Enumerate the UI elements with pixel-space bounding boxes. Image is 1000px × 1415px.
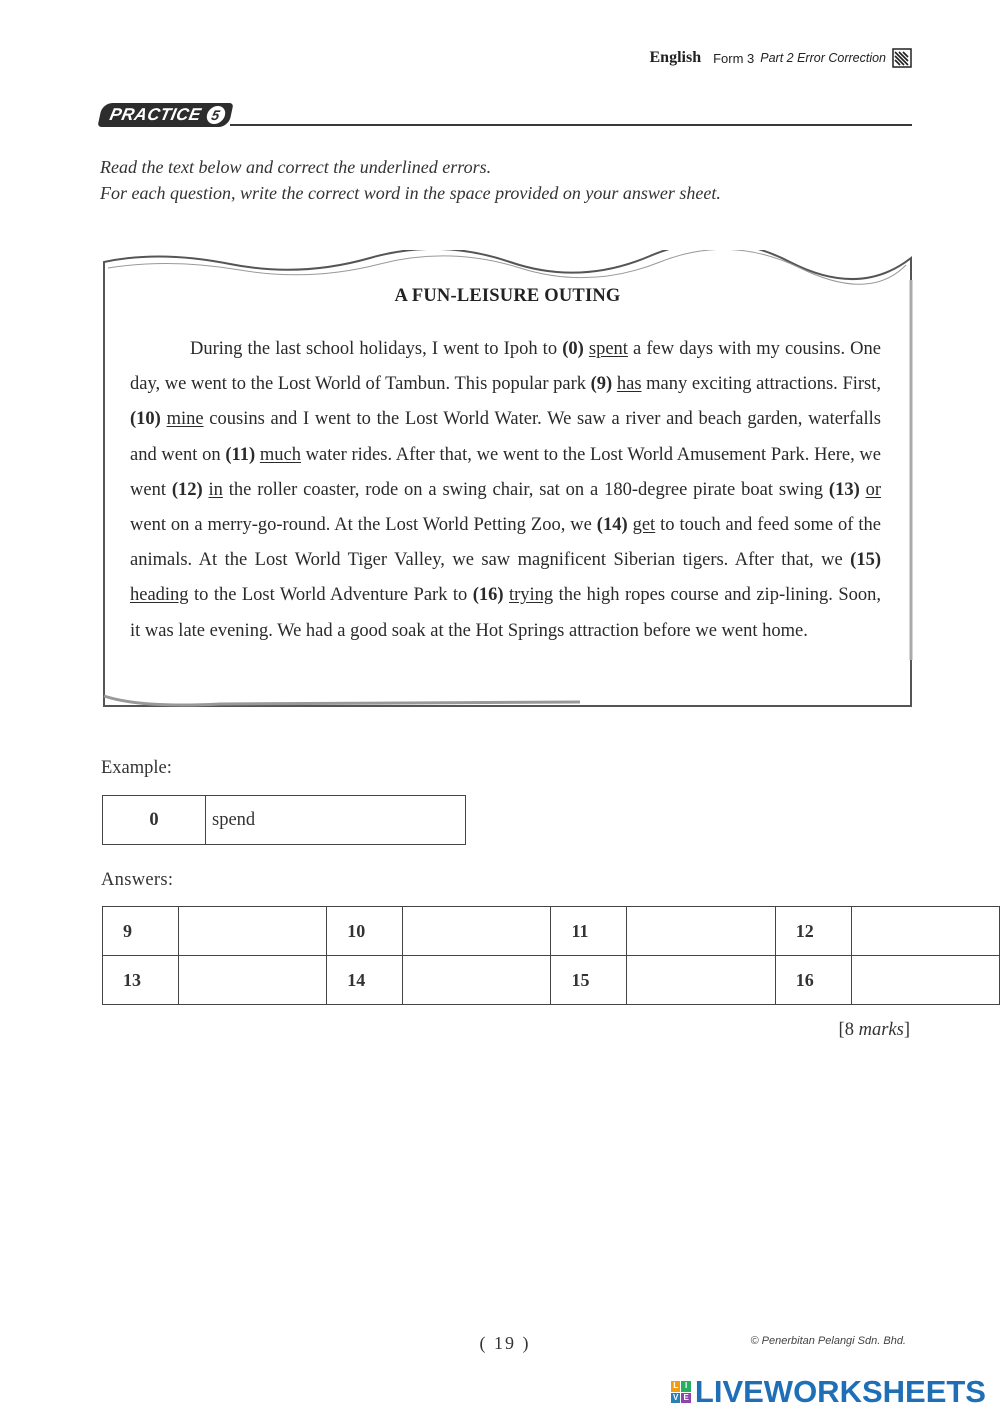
heading-rule [230,124,912,126]
answer-box-16[interactable] [851,956,999,1005]
question-number: (14) [596,515,628,536]
practice-number: 5 [205,106,227,124]
marks-label [839,1020,910,1041]
story-segment: water rides. After that, we went to the Lost World Amusement Park. Here, we went [130,444,881,500]
underlined-error: in [208,479,223,500]
practice-heading [100,103,912,129]
marks-close: ] [903,1020,910,1040]
answer-number: 11 [551,907,627,956]
answer-number: 9 [103,907,179,956]
underlined-error: spent [588,339,628,359]
question-number: (12) [171,479,203,500]
answer-number: 16 [775,956,851,1005]
story-segment: to touch and feed some of the animals. At the Lost World Tiger Valley, we saw magnificent Siberian tigers. After that, we [130,515,881,571]
logo-letter: L [671,1381,681,1392]
underlined-error: trying [508,585,554,606]
story-segment: the roller coaster, rode on a swing chair, sat on a 180-degree pirate boat swing [222,479,829,500]
story-text [130,332,881,649]
question-number: (13) [828,479,860,500]
answer-box-9[interactable] [178,907,326,956]
table-row [103,956,1000,1005]
practice-badge [97,103,233,127]
story-frame [100,250,915,712]
book-icon [892,48,912,68]
instructions [100,154,920,206]
answer-box-15[interactable] [627,956,775,1005]
answer-number: 15 [551,956,627,1005]
question-number: (15) [850,550,881,571]
answer-box-13[interactable] [178,956,326,1005]
answer-box-11[interactable] [627,907,775,956]
copyright: © Penerbitan Pelangi Sdn. Bhd. [750,1335,906,1347]
logo-letter: V [671,1393,681,1404]
header-form: Form 3 [713,50,755,66]
story-segment: the high ropes course and zip-lining. Soon, it was late evening. We had a good soak at the Hot Springs attraction before we went home. [130,585,881,641]
table-row [103,907,1000,956]
answers-label: Answers: [101,870,174,890]
marks-open: [8 [838,1020,859,1040]
question-number: (0) [562,339,584,359]
header-subject: English [649,49,702,66]
story-segment: to the Lost World Adventure Park to [188,585,473,606]
example-table [102,795,466,845]
running-header [650,48,913,68]
liveworksheets-brand[interactable] [671,1374,986,1410]
practice-label: PRACTICE [108,105,204,124]
answer-number: 13 [103,956,179,1005]
question-number: (10) [130,409,161,430]
instruction-line-1: Read the text below and correct the underlined errors. [100,157,492,177]
example-label: Example: [101,758,172,778]
story-segment: many exciting attractions. First, [641,374,882,395]
story-title: A FUN-LEISURE OUTING [394,286,621,306]
underlined-error: or [865,479,882,500]
answer-box-12[interactable] [851,907,999,956]
logo-letter: E [681,1393,691,1404]
story-segment: went on a merry-go-round. At the Lost World Petting Zoo, we [130,515,597,536]
page-number: ( 19 ) [479,1333,531,1353]
story-segment: cousins and I went to the Lost World Water. We saw a river and beach garden, waterfalls and went on [130,409,882,465]
brand-name: LIVEWORKSHEETS [694,1374,986,1409]
answer-box-10[interactable] [403,907,551,956]
story-segment: During the last school holidays, I went to Ipoh to [190,339,563,359]
underlined-error: heading [130,585,189,606]
answer-number: 12 [775,907,851,956]
answer-number: 14 [327,956,403,1005]
underlined-error: mine [166,409,204,430]
underlined-error: much [259,444,301,465]
underlined-error: get [632,515,656,536]
question-number: (9) [590,374,613,395]
answers-table [102,906,1000,1005]
underlined-error: has [616,374,642,395]
logo-letter: I [681,1381,691,1392]
header-part: Part 2 Error Correction [760,51,886,65]
question-number: (16) [472,585,504,606]
example-answer: spend [206,796,466,845]
answer-number: 10 [327,907,403,956]
liveworksheets-logo-icon [671,1381,691,1403]
question-number: (11) [225,444,256,465]
story-segment: a few days with my cousins. One day, we went to the Lost World of Tambun. This popular park [130,339,881,395]
instruction-line-2: For each question, write the correct word in the space provided on your answer sheet. [100,183,721,203]
marks-word: marks [858,1020,904,1040]
example-number: 0 [103,796,206,845]
answer-box-14[interactable] [403,956,551,1005]
